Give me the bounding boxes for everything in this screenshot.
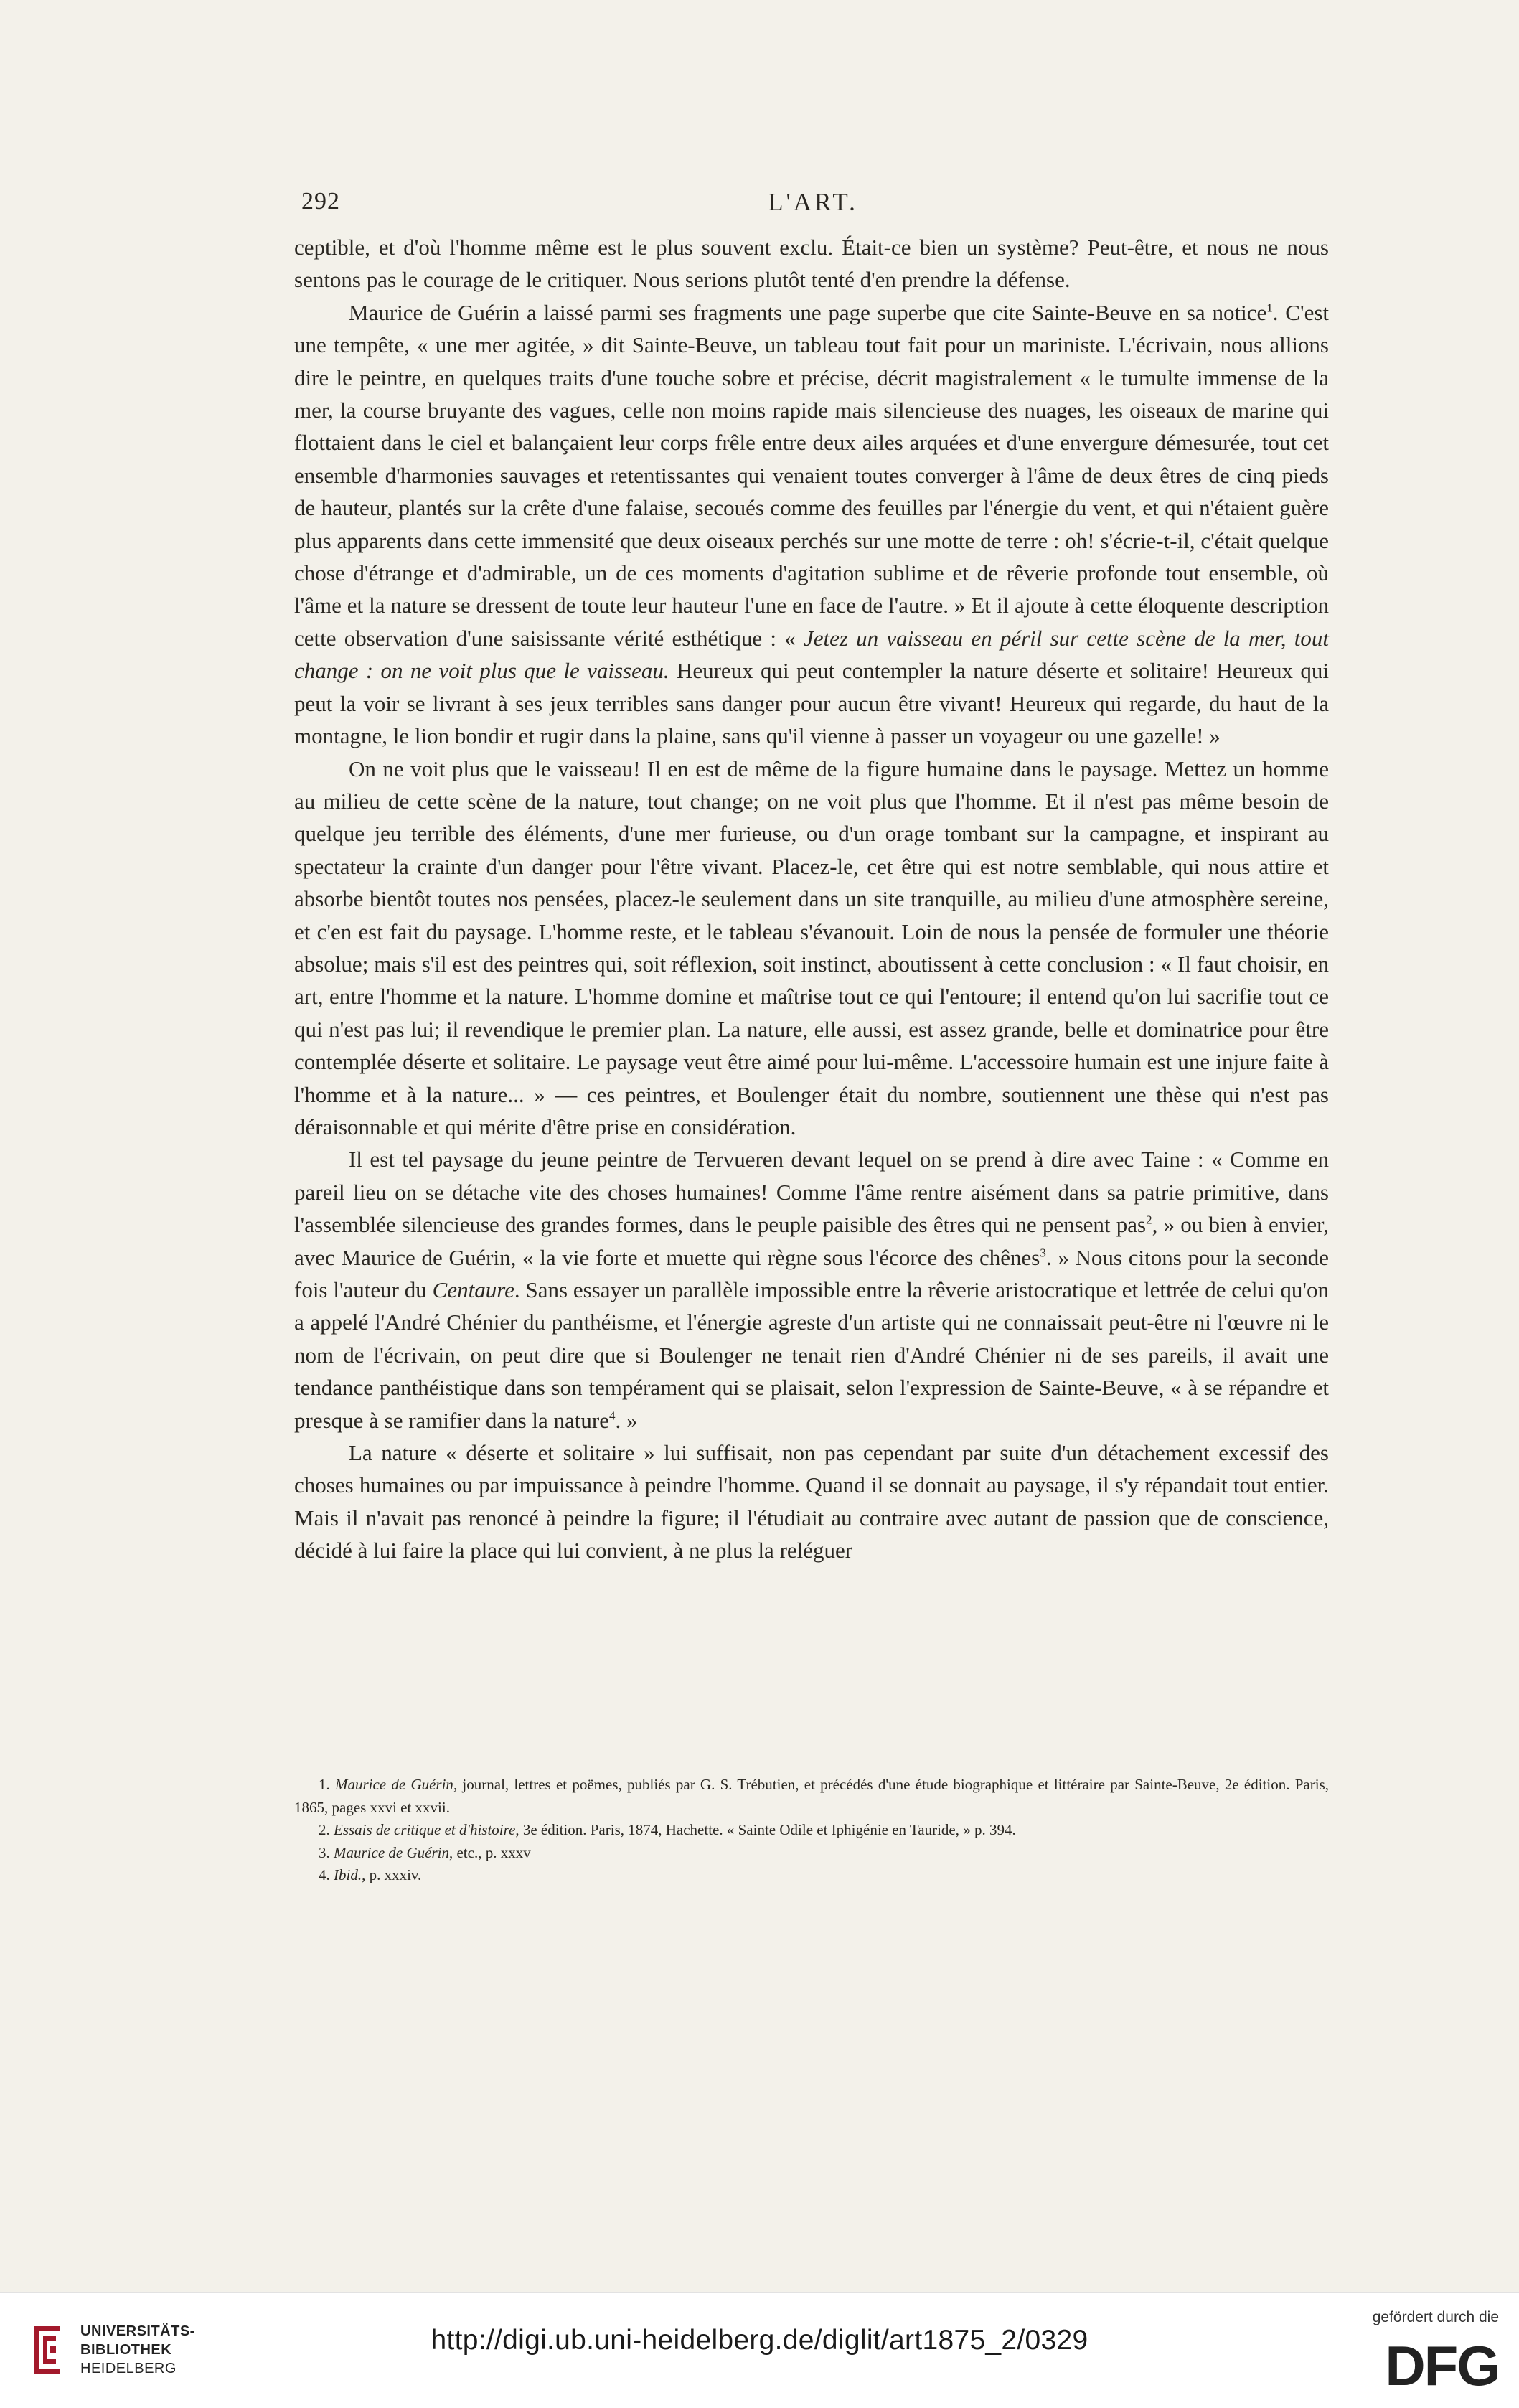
footnote-ref-1[interactable]: 1 bbox=[1266, 301, 1273, 315]
footnote-4: 4. Ibid., p. xxxiv. bbox=[319, 1866, 422, 1883]
footnote-3: 3. Maurice de Guérin, etc., p. xxxv bbox=[319, 1843, 531, 1861]
footnote-ref-4[interactable]: 4 bbox=[608, 1408, 616, 1423]
page-number: 292 bbox=[301, 188, 340, 215]
running-title: L'ART. bbox=[768, 188, 858, 216]
funding-caption: gefördert durch die bbox=[1372, 2309, 1499, 2325]
paragraph-1: ceptible, et d'où l'homme même est le plus souvent exclu. Était-ce bien un système? Peut-être, et nous ne nous sentons pas le courage de le critiquer. Nous serions plutôt tenté d'en prendre la défense. bbox=[294, 235, 1329, 293]
footnote-ref-3[interactable]: 3 bbox=[1040, 1246, 1046, 1260]
page-header bbox=[301, 188, 1325, 224]
paragraph-5: La nature « déserte et solitaire » lui suffisait, non pas cependant par suite d'un détachement excessif des choses humaines ou par impuissance à peindre l'homme. Quand il se donnait au paysage, il s'y répandait tout entier. Mais il n'avait pas renoncé à peindre la figure; il l'étudiait au contraire avec autant de passion que de conscience, décidé à lui faire la place qui lui convient, à ne plus la reléguer bbox=[294, 1440, 1329, 1563]
italic-title: Centaure bbox=[432, 1277, 514, 1302]
footnotes bbox=[294, 1774, 1329, 1887]
article-body bbox=[294, 231, 1329, 1567]
footnote-2: 2. Essais de critique et d'histoire, 3e édition. Paris, 1874, Hachette. « Sainte Odile et Iphigénie en Tauride, » p. 394. bbox=[319, 1821, 1016, 1838]
institution-name: UNIVERSITÄTS- BIBLIOTHEK HEIDELBERG bbox=[80, 2323, 195, 2376]
italic-quote: Jetez un vaisseau en péril sur cette scène de la mer, tout change : on ne voit plus que le vaisseau. bbox=[294, 625, 1329, 684]
permalink-url[interactable]: http://digi.ub.uni-heidelberg.de/diglit/art1875_2/0329 bbox=[431, 2325, 1088, 2356]
library-footer bbox=[0, 2292, 1519, 2408]
paragraph-2: Maurice de Guérin a laissé parmi ses fragments une page superbe que cite Sainte-Beuve en sa notice$^1$. C'est une tempête, « une mer agitée, » dit Sainte-Beuve, un tableau tout fait pour un mariniste. L'écrivain, nous allions dire le peintre, en quelques traits d'une touche sobre et précise, décrit magistralement « le tumulte immense de la mer, la course bruyante des vagues, celle non moins rapide mais silencieuse des nuages, les oiseaux de marine qui flottaient dans le ciel et balançaient leur corps frêle entre deux ailes arquées et d'une envergure démesurée, tout cet ensemble d'harmonies sauvages et retentissantes qui venaient toutes converger à l'âme de deux êtres de cinq pieds de hauteur, plantés sur la crête d'une falaise, secoués comme des feuilles par l'énergie du vent, et qui n'étaient guère plus apparents dans cette immensité que deux oiseaux perchés sur une motte de terre : oh! s'écrie-t-il, c'était quelque chose d'étrange et d'admirable, un de ces moments d'agitation sublime et de rêverie profonde tout ensemble, où l'âme et la nature se dressent de toute leur hauteur l'une en face de l'autre. » Et il ajoute à cette éloquente description cette observation d'une saisissante vérité esthétique : « Jetez un vaisseau en péril sur cette scène de la mer, tout change : on ne voit plus que le vaisseau. Heureux qui peut contempler la nature déserte et solitaire! Heureux qui peut la voir se livrant à ses jeux terribles sans danger pour aucun être vivant! Heureux qui regarde, du haut de la montagne, le lion bondir et rugir dans la plaine, sans qu'il vienne à passer un voyageur ou une gazelle! » bbox=[294, 299, 1330, 749]
dfg-logo: DFG bbox=[1385, 2334, 1499, 2397]
paragraph-3: On ne voit plus que le vaisseau! Il en est de même de la figure humaine dans le paysage. Mettez un homme au milieu de cette scène de la nature, tout change; on ne voit plus que l'homme. Et il n'est pas même besoin de quelque jeu terrible des éléments, d'une mer furieuse, ou d'un orage tombant sur la campagne, et inspirant au spectateur la crainte d'un danger pour l'être vivant. Placez-le, cet être qui est notre semblable, qui nous attire et absorbe bientôt toutes nos pensées, placez-le seulement dans un site tranquille, au milieu d'une atmosphère sereine, et c'en est fait du paysage. L'homme reste, et le tableau s'évanouit. Loin de nous la pensée de formuler une théorie absolue; mais s'il est des peintres qui, soit réflexion, soit instinct, aboutissent à cette conclusion : « Il faut choisir, en art, entre l'homme et la nature. L'homme domine et maîtrise tout ce qui l'entoure; il entend qu'on lui sacrifie tout ce qui n'est pas lui; il revendique le premier plan. La nature, elle aussi, est assez grande, belle et dominatrice pour être contemplée déserte et solitaire. Le paysage veut être aimé pour lui-même. L'accessoire humain est une injure faite à l'homme et à la nature... » — ces peintres, et Boulenger était du nombre, soutiennent une thèse qui n'est pas déraisonnable et qui mérite d'être prise en considération. bbox=[294, 756, 1329, 1139]
paragraph-4: Il est tel paysage du jeune peintre de Tervueren devant lequel on se prend à dire avec Taine : « Comme en pareil lieu on se détache vite des choses humaines! Comme l'âme rentre aisément dans sa patrie primitive, dans l'assemblée silencieuse des grandes formes, dans le peuple paisible des êtres qui ne pensent pas$^2$, » ou bien à envier, avec Maurice de Guérin, « la vie forte et muette qui règne sous l'écorce des chênes$^3$. » Nous citons pour la seconde fois l'auteur du Centaure. Sans essayer un parallèle impossible entre la rêverie aristocratique et lettrée de celui qu'on a appelé l'André Chénier du panthéisme, et l'énergie agreste d'un artiste qui ne connaissait peut-être ni l'œuvre ni le nom de l'écrivain, on peut dire que si Boulenger ne tenait rien d'André Chénier ni de ses pareils, il avait une tendance panthéistique dans son tempérament qui se plaisait, selon l'expression de Sainte-Beuve, « à se répandre et presque à se ramifier dans la nature$^4$. » bbox=[294, 1147, 1329, 1433]
footnote-1: 1. Maurice de Guérin, journal, lettres et poëmes, publiés par G. S. Trébutien, et précédés d'une étude biographique et littéraire par Sainte-Beuve, 2e édition. Paris, 1865, pages xxvi et xxvii. bbox=[294, 1776, 1329, 1816]
footnote-ref-2[interactable]: 2 bbox=[1146, 1213, 1152, 1227]
